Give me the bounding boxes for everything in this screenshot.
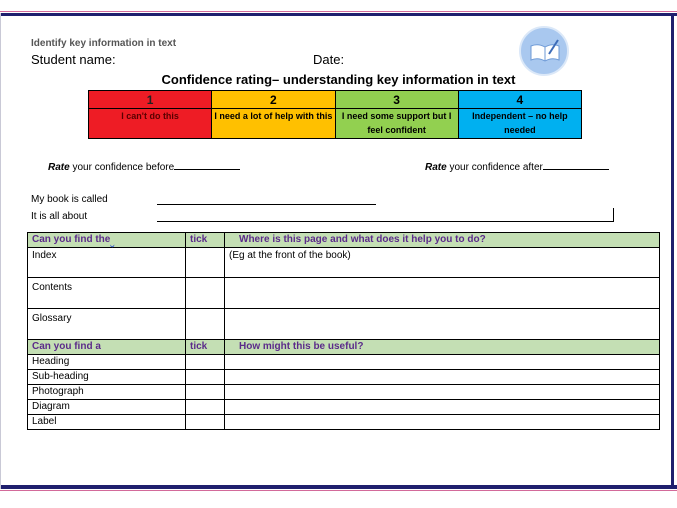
rating-2-text: I need a lot of help with this	[212, 109, 335, 139]
book-pen-icon	[519, 26, 569, 76]
tick-cell-photograph[interactable]	[186, 385, 225, 400]
table-row	[28, 355, 660, 370]
rate-word-before: Rate	[48, 162, 70, 173]
note-cell-heading[interactable]	[225, 355, 660, 370]
table-row	[28, 309, 660, 340]
rate-after	[425, 159, 609, 173]
col-tick: tick	[186, 233, 225, 248]
row-label-heading: Heading	[28, 355, 186, 370]
tick-cell-glossary[interactable]	[186, 309, 225, 340]
tick-cell-diagram[interactable]	[186, 400, 225, 415]
note-cell-label[interactable]	[225, 415, 660, 430]
rating-1-number: 1	[89, 91, 212, 109]
rate-before-blank[interactable]	[174, 159, 240, 170]
note-cell-diagram[interactable]	[225, 400, 660, 415]
note-cell-contents[interactable]	[225, 278, 660, 309]
book-about-blank[interactable]	[157, 221, 614, 222]
tick-cell-heading[interactable]	[186, 355, 225, 370]
confidence-rating-table	[88, 90, 582, 139]
col-can-you-find-a: Can you find a	[28, 340, 186, 355]
tick-cell-index[interactable]	[186, 248, 225, 278]
frame-top	[0, 13, 677, 16]
book-called-blank[interactable]	[157, 204, 376, 205]
rate-after-blank[interactable]	[543, 159, 609, 170]
col-tick-2: tick	[186, 340, 225, 355]
rate-after-label: your confidence after	[446, 162, 543, 173]
rating-1-text: I can't do this	[89, 109, 212, 139]
rate-before-label: your confidence before	[69, 162, 175, 173]
rating-3-text: I need some support but I feel confident	[335, 109, 458, 139]
row-label-sub-heading: Sub-heading	[28, 370, 186, 385]
frame-bottom-accent	[0, 490, 677, 491]
book-about-label: It is all about	[31, 211, 88, 222]
tick-cell-label[interactable]	[186, 415, 225, 430]
rate-before	[48, 159, 240, 173]
col-how-useful: How might this be useful?	[225, 340, 660, 355]
book-called-label: My book is called	[31, 194, 108, 205]
row-label-contents: Contents	[28, 278, 186, 309]
frame-top-accent	[0, 11, 677, 12]
about-line-end	[613, 208, 614, 222]
date-label: Date:	[313, 52, 345, 67]
rating-2-number: 2	[212, 91, 335, 109]
table-row	[28, 370, 660, 385]
note-cell-photograph[interactable]	[225, 385, 660, 400]
frame-bottom	[0, 485, 677, 489]
tick-cell-contents[interactable]	[186, 278, 225, 309]
row-label-photograph: Photograph	[28, 385, 186, 400]
table-row	[28, 400, 660, 415]
col-can-you-find-the: Can you find the	[28, 233, 186, 248]
rating-3-number: 3	[335, 91, 458, 109]
student-name-label: Student name:	[31, 52, 116, 67]
note-cell-glossary[interactable]	[225, 309, 660, 340]
table-row	[28, 278, 660, 309]
note-cell-index[interactable]: (Eg at the front of the book)	[225, 248, 660, 278]
rating-4-text: Independent – no help needed	[458, 109, 581, 139]
table-row	[28, 385, 660, 400]
table-row	[28, 248, 660, 278]
row-label-index: Index	[28, 248, 186, 278]
row-label-label: Label	[28, 415, 186, 430]
col-where-is-page: Where is this page and what does it help you to do?	[225, 233, 660, 248]
table-row	[28, 415, 660, 430]
worksheet-subtitle: Identify key information in text	[31, 38, 177, 49]
tick-cell-sub-heading[interactable]	[186, 370, 225, 385]
note-cell-sub-heading[interactable]	[225, 370, 660, 385]
row-label-diagram: Diagram	[28, 400, 186, 415]
row-label-glossary: Glossary	[28, 309, 186, 340]
rating-4-number: 4	[458, 91, 581, 109]
rate-word-after: Rate	[425, 162, 447, 173]
find-features-table	[27, 232, 660, 430]
confidence-title: Confidence rating– understanding key information in text	[161, 72, 516, 87]
